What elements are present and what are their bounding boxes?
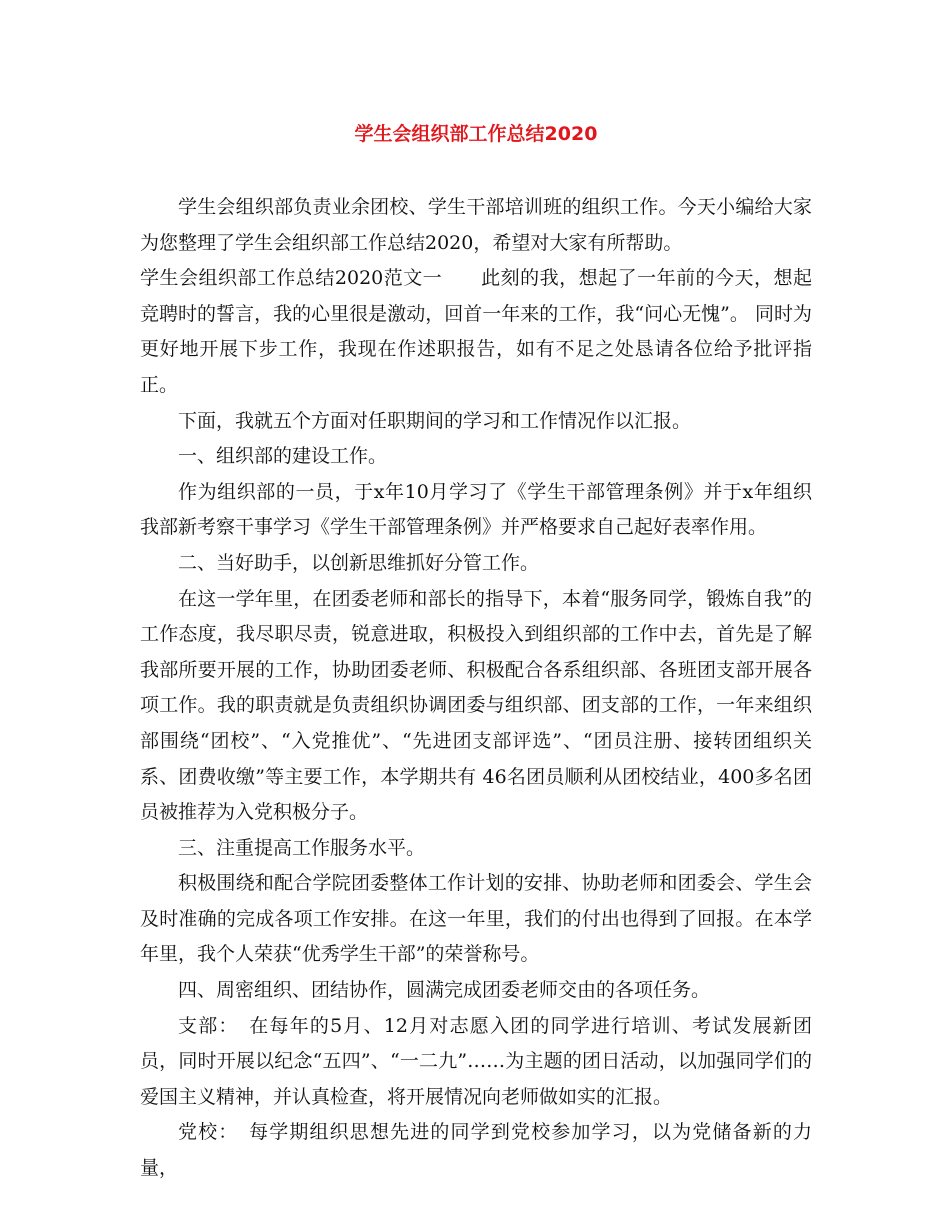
document-title: 学生会组织部工作总结2020 xyxy=(354,123,598,145)
paragraph-sample-one: 学生会组织部工作总结2020范文一 此刻的我，想起了一年前的今天，想起竞聘时的誓言，我的心里很是激动，回首一年来的工作，我“问心无愧”。 同时为更好地开展下步工作，我现在作述职报告，如有不足之处恳请各位给予批评指正。 xyxy=(140,267,812,396)
paragraph-section-1: 作为组织部的一员，于x年10月学习了《学生干部管理条例》并于x年组织我部新考察干事学习《学生干部管理条例》并严格要求自己起好表率作用。 xyxy=(140,480,812,539)
section-heading-4: 四、周密组织、团结协作，圆满完成团委老师交由的各项任务。 xyxy=(178,979,711,1002)
paragraph-overview: 下面，我就五个方面对任职期间的学习和工作情况作以汇报。 xyxy=(178,409,692,432)
paragraph-section-2: 在这一学年里，在团委老师和部长的指导下，本着“服务同学，锻炼自我”的工作态度，我尽职尽责，锐意进取，积极投入到组织部的工作中去，首先是了解我部所要开展的工作，协助团委老师、积极配合各系组织部、各班团支部开展各项工作。我的职责就是负责组织协调团委与组织部、团支部的工作，一年来组织部围绕“团校”、“入党推优”、“先进团支部评选”、“团员注册、接转团组织关系、团费收缴”等主要工作，本学期共有 46名团员顺利从团校结业，400多名团员被推荐为入党积极分子。 xyxy=(140,587,812,824)
paragraph-party-school: 党校： 每学期组织思想先进的同学到党校参加学习，以为党储备新的力量， xyxy=(140,1121,812,1180)
paragraph-section-3: 积极围绕和配合学院团委整体工作计划的安排、协助老师和团委会、学生会及时准确的完成各项工作安排。在这一年里，我们的付出也得到了回报。在本学年里，我个人荣获“优秀学生干部”的荣誉称号。 xyxy=(140,872,812,966)
document-body xyxy=(140,190,812,1187)
paragraph-branch: 支部： 在每年的5月、12月对志愿入团的同学进行培训、考试发展新团员，同时开展以纪念“五四”、“一二九”……为主题的团日活动，以加强同学们的爱国主义精神，并认真检查，将开展情况向老师做如实的汇报。 xyxy=(140,1014,812,1108)
paragraph-intro: 学生会组织部负责业余团校、学生干部培训班的组织工作。今天小编给大家为您整理了学生会组织部工作总结2020，希望对大家有所帮助。 xyxy=(140,196,812,254)
section-heading-1: 一、组织部的建设工作。 xyxy=(178,445,388,468)
section-heading-2: 二、当好助手，以创新思维抓好分管工作。 xyxy=(178,551,540,574)
section-heading-3: 三、注重提高工作服务水平。 xyxy=(178,836,426,859)
